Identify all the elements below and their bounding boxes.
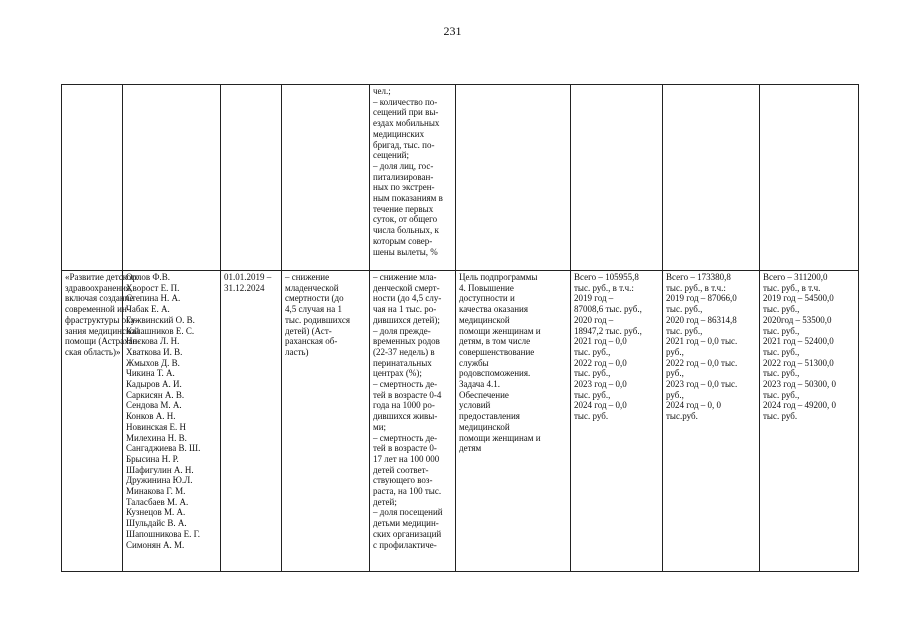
cell-text-line: тыс. руб., в т.ч.: [666,282,726,293]
cell-text-line: центрах (%); [373,368,422,379]
cell-text-line: (22-37 недель) в [373,346,435,357]
cell-text-line: Хворост Е. П. [126,282,180,293]
cell-text-line: 2024 год – 0, 0 [666,400,722,411]
cell-text-line: – доля лиц, гос- [373,160,434,171]
cell-text-line: 2020 год – [574,314,614,325]
cell-text-line: 2019 год – 54500,0 [763,293,834,304]
cell-text-line: Цель подпрограммы [459,272,538,282]
cell-text-line: 2022 год – 0,0 [574,357,627,368]
cell-text-line: тыс. руб., [763,346,800,357]
page-number: 231 [443,24,462,38]
cell-text-line: ных по экстрен- [373,182,435,193]
cell-text-line: – смертность де- [373,379,438,390]
cell-text-line: 2021 год – 0,0 тыс. [666,336,738,347]
cell-goal [456,271,571,572]
cell-funding-c [760,271,859,572]
cell-text-line: помощи женщинам и [459,325,541,336]
cell-text-line: – снижение [285,272,330,282]
cell-text-line: Носкова Л. Н. [126,336,180,347]
cell-text-line: детьми медицин- [373,518,439,529]
cell-text-line: Шульдайс В. А. [126,518,187,529]
cell-text-line: 2019 год – [574,293,614,304]
table-row [62,85,859,271]
cell-text-line: раханская об- [285,336,338,347]
cell-text-line: тыс. руб., [574,346,611,357]
cell-text-line: Брысина Н. Р. [126,453,179,464]
cell-text-line: Всего – 105955,8 [574,272,639,282]
cell-text-line: денческой смерт- [373,282,440,293]
cell-text-line: руб., [666,368,684,379]
cell-text-line: тыс. руб., [763,304,800,315]
cell-text-line: младенческой [285,282,339,293]
cell-text-line: – доля посещений [373,507,443,518]
cell-text-line: Шафигулин А. Н. [126,464,194,475]
cell-text-line: ности (до 4,5 слу- [373,293,442,304]
cell-text-line: доступности и [459,293,515,304]
cell-text-line: «Развитие детского [65,272,140,282]
cell-text-line: 2024 год – 0,0 [574,400,627,411]
cell-text-line: здравоохранения, [65,282,133,293]
cell-text-line: Всего – 173380,8 [666,272,731,282]
cell-text-line: тей в возрасте 0- [373,443,437,454]
cell-text-line: медицинской [459,314,510,325]
cell-text-line: 4,5 случая на 1 [285,304,342,315]
cell-text-line: Милехина Н. В. [126,432,187,443]
cell-text-line: детей соответ- [373,464,429,475]
cell-text-line: Новинская Е. Н [126,421,186,432]
cell-project-name [62,85,123,271]
cell-text-line: ствующего воз- [373,475,433,486]
cell-funding-b [663,85,760,271]
cell-text-line: Кузнецов М. А. [126,507,186,518]
cell-text-line: ская область)» [65,346,121,357]
cell-text-line: руб., [666,389,684,400]
cell-text-line: ным показаниям в [373,193,443,204]
cell-text-line: шены вылеты, % [373,246,438,257]
cell-text-line: Гужвинский О. В. [126,314,195,325]
cell-text-line: ских организаций [373,528,442,539]
cell-text-line: – доля преждe- [373,325,431,336]
cell-text-line: фраструктуры ока- [65,314,138,325]
cell-text-line: зания медицинской [65,325,140,336]
cell-text-line: включая создание [65,293,134,304]
cell-text-line: 2020год – 53500,0 [763,314,832,325]
cell-text-line: суток, от общего [373,214,438,225]
cell-text-line: течение первых [373,203,434,214]
cell-text-line: тыс. руб., [574,368,611,379]
cell-text-line: Хваткова И. В. [126,346,183,357]
cell-text-line: – количество по- [373,96,438,107]
cell-text-line: тыс. руб., [763,368,800,379]
cell-text-line: 18947,2 тыс. руб., [574,325,642,336]
cell-participants [123,271,221,572]
cell-text-line: родовспоможения. [459,368,531,379]
cell-text-line: Задача 4.1. [459,379,500,390]
cell-period [221,271,282,572]
cell-text-line: тыс. руб., [763,389,800,400]
cell-text-line: 4. Повышение [459,282,514,293]
cell-result [282,85,370,271]
cell-text-line: медицинской [459,421,510,432]
cell-text-line: тыс.руб. [666,411,698,422]
cell-text-line: Обеспечение [459,389,509,400]
cell-text-line: детям [459,443,482,454]
cell-result [282,271,370,572]
cell-text-line: предоставления [459,411,520,422]
cell-text-line: перинатальных [373,357,432,368]
cell-text-line: руб., [666,346,684,357]
cell-text-line: ездах мобильных [373,118,440,129]
cell-funding-a [571,271,663,572]
cell-text-line: Сангаджиева В. Ш. [126,443,201,454]
cell-text-line: тыс. руб., [666,325,703,336]
cell-text-line: дившихся живы- [373,411,438,422]
cell-text-line: – смертность де- [373,432,438,443]
cell-text-line: с профилактиче- [373,539,437,550]
cell-text-line: чая на 1 тыс. ро- [373,304,437,315]
program-table [61,84,859,572]
cell-indicators [370,85,456,271]
cell-text-line: ласть) [285,346,309,357]
cell-text-line: смертности (до [285,293,344,304]
cell-text-line: Таласбаев М. А. [126,496,189,507]
cell-text-line: тей в возрасте 0-4 [373,389,442,400]
cell-text-line: помощи (Астрахан- [65,336,141,347]
cell-text-line: 2021 год – 52400,0 [763,336,834,347]
cell-text-line: условий [459,400,491,411]
cell-text-line: Всего – 311200,0 [763,272,828,282]
cell-text-line: Чабак Е. А. [126,304,170,315]
cell-text-line: тыс. руб., [763,325,800,336]
cell-funding-a [571,85,663,271]
cell-text-line: 2023 год – 0,0 [574,379,627,390]
cell-text-line: Чикина Т. А. [126,368,175,379]
cell-text-line: Конков А. Н. [126,411,176,422]
cell-text-line: Жмыхов Д. В. [126,357,180,368]
cell-funding-c [760,85,859,271]
cell-text-line: детей) (Аст- [285,325,332,336]
cell-text-line: 87008,6 тыс. руб., [574,304,642,315]
cell-text-line: Степина Н. А. [126,293,181,304]
cell-text-line: 2021 год – 0,0 [574,336,627,347]
cell-text-line: тыс. руб., в т.ч.: [574,282,634,293]
cell-text-line: Симонян А. М. [126,539,185,550]
cell-text-line: совершенствование [459,346,535,357]
cell-text-line: медицинских [373,128,425,139]
cell-text-line: качества оказания [459,304,528,315]
cell-text-line: Калашников Е. С. [126,325,195,336]
cell-text-line: Дружинина Ю.Л. [126,475,193,486]
cell-text-line: чел.; [373,86,391,96]
cell-text-line: 01.01.2019 – [224,272,272,282]
cell-text-line: 2023 год – 50300, 0 [763,379,837,390]
cell-goal [456,85,571,271]
cell-text-line: 2020 год – 86314,8 [666,314,737,325]
cell-text-line: службы [459,357,489,368]
cell-funding-b [663,271,760,572]
cell-text-line: временных родов [373,336,440,347]
cell-project-name [62,271,141,572]
cell-text-line: 2022 год – 51300,0 [763,357,834,368]
cell-text-line: 2019 год – 87066,0 [666,293,737,304]
cell-text-line: детей; [373,496,397,507]
cell-text-line: тыс. руб., в т.ч. [763,282,821,293]
cell-period [221,85,282,271]
cell-text-line: детям, в том числе [459,336,531,347]
cell-text-line: раста, на 100 тыс. [373,486,442,497]
cell-text-line: тыс. руб. [763,411,798,422]
cell-text-line: 31.12.2024 [224,282,265,293]
cell-text-line: – снижение мла- [373,272,437,282]
cell-participants [123,85,221,271]
cell-text-line: 2023 год – 0,0 тыс. [666,379,738,390]
cell-text-line: Саркисян А. В. [126,389,185,400]
cell-text-line: Шапошникова Е. Г. [126,528,201,539]
cell-text-line: тыс. руб. [574,411,609,422]
cell-text-line: Орлов Ф.В. [126,272,170,282]
cell-text-line: сещений; [373,150,409,161]
cell-text-line: Сендова М. А. [126,400,182,411]
cell-text-line: года на 1000 ро- [373,400,435,411]
cell-text-line: сещений при вы- [373,107,439,118]
cell-text-line: тыс. руб., [666,304,703,315]
cell-text-line: Минакова Г. М. [126,486,186,497]
cell-text-line: тыс. родившихся [285,314,350,325]
cell-text-line: современной ин- [65,304,130,315]
cell-text-line: бригад, тыс. по- [373,139,435,150]
table-row [62,271,859,572]
cell-indicators [370,271,456,572]
cell-text-line: 17 лет на 100 000 [373,453,440,464]
cell-text-line: числа больных, к [373,225,439,236]
cell-text-line: которым совер- [373,235,433,246]
cell-text-line: Кадыров А. И. [126,379,182,390]
cell-text-line: тыс. руб., [574,389,611,400]
cell-text-line: питализирован- [373,171,434,182]
cell-text-line: дившихся детей); [373,314,440,325]
cell-text-line: 2024 год – 49200, 0 [763,400,837,411]
cell-text-line: помощи женщинам и [459,432,541,443]
cell-text-line: 2022 год – 0,0 тыс. [666,357,738,368]
cell-text-line: ми; [373,421,387,432]
